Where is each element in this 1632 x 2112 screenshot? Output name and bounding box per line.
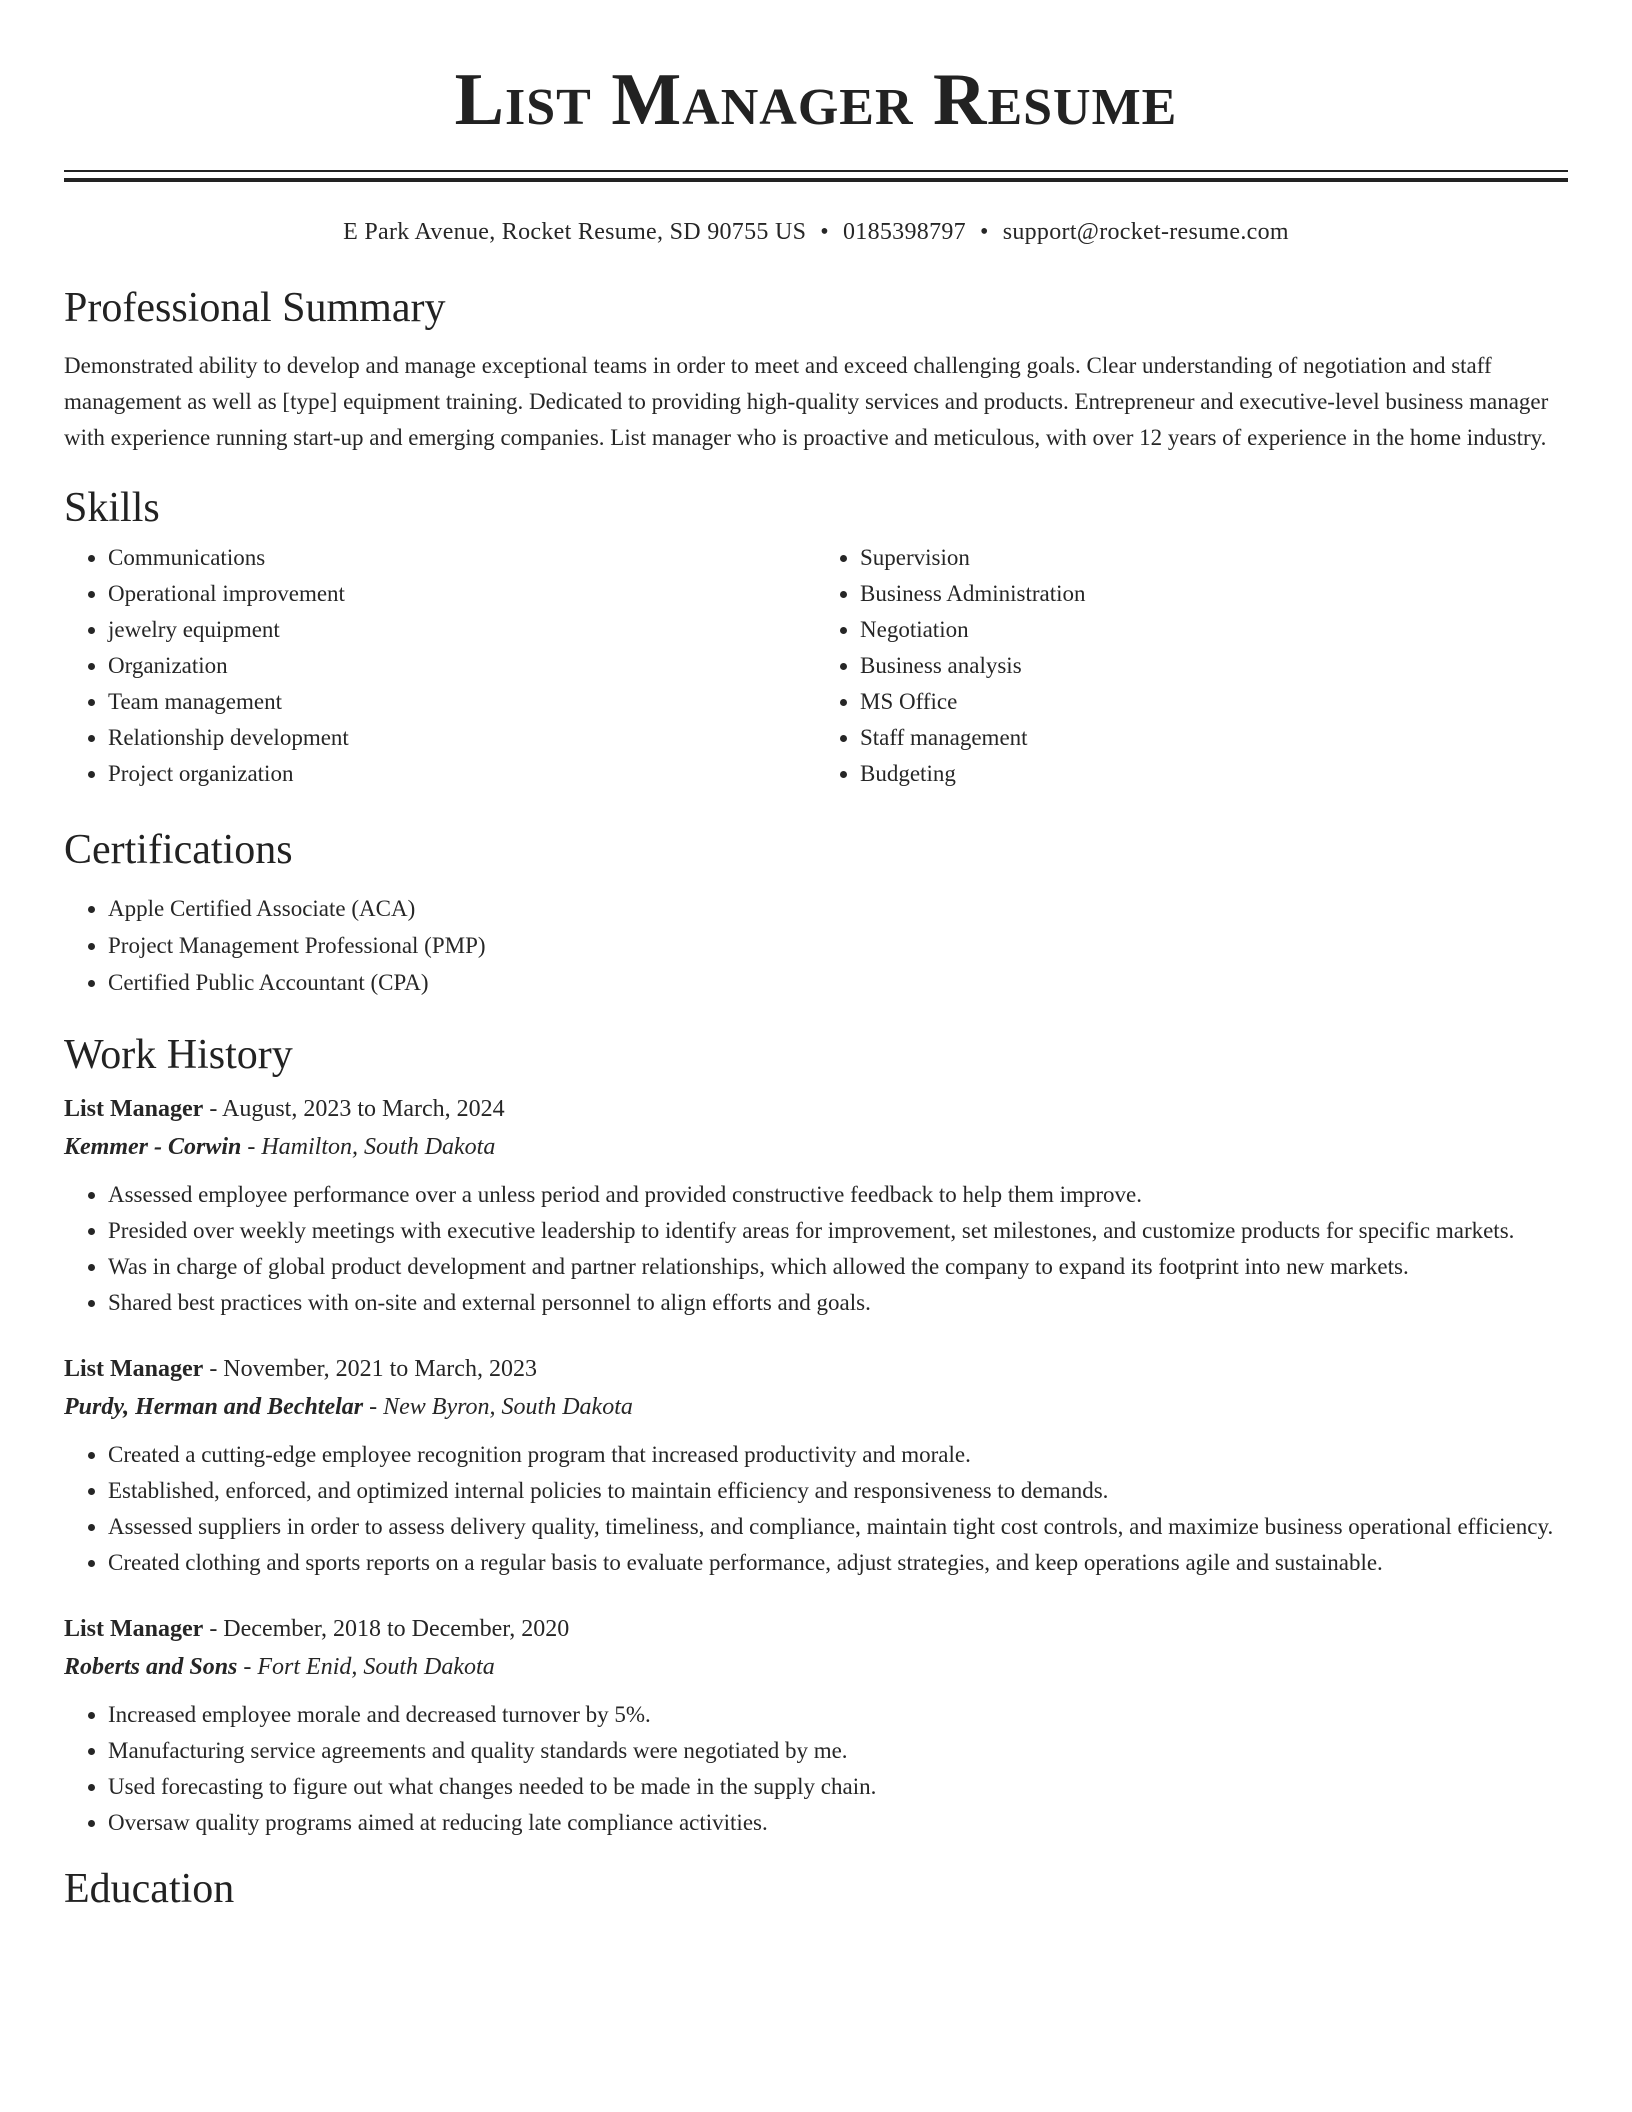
skills-column-left	[64, 540, 816, 792]
job-dates: - November, 2021 to March, 2023	[203, 1356, 537, 1382]
job-bullet: • Created a cutting-edge employee recognition program that increased productivity and morale.	[108, 1437, 1568, 1473]
job-bullet: • Established, enforced, and optimized internal policies to maintain efficiency and responsiveness to demands.	[108, 1473, 1568, 1509]
job-bullets	[64, 1177, 1568, 1321]
resume-title: List Manager Resume	[454, 59, 1178, 141]
skill-item: • Relationship development	[108, 720, 816, 756]
skills-section	[64, 482, 1568, 792]
skill-item: • Project organization	[108, 756, 816, 792]
job-bullet: • Shared best practices with on-site and external personnel to align efforts and goals.	[108, 1285, 1568, 1321]
contact-separator: •	[820, 219, 829, 245]
title-divider-thick	[64, 178, 1568, 182]
skill-item: • MS Office	[860, 684, 1568, 720]
job-company-line	[64, 1387, 1568, 1427]
skill-item: • Team management	[108, 684, 816, 720]
job-dates: - December, 2018 to December, 2020	[203, 1616, 570, 1642]
skills-heading: Skills	[64, 485, 160, 531]
job-company-line	[64, 1127, 1568, 1167]
title-divider-thin	[64, 170, 1568, 172]
skill-item: • Business Administration	[860, 576, 1568, 612]
certifications-list	[64, 890, 1568, 1001]
job-dates: - August, 2023 to March, 2024	[203, 1096, 505, 1122]
contact-phone: 0185398797	[842, 219, 966, 245]
job-company-line	[64, 1647, 1568, 1687]
summary-section	[64, 282, 1568, 456]
certification-item: • Project Management Professional (PMP)	[108, 927, 1568, 964]
job-bullet: • Was in charge of global product development and partner relationships, which allowed the company to expand its footprint into new markets.	[108, 1249, 1568, 1285]
skills-list-left	[64, 540, 816, 792]
certifications-section	[64, 824, 1568, 1001]
job-company: Roberts and Sons	[64, 1654, 238, 1680]
job-company: Purdy, Herman and Bechtelar	[64, 1394, 364, 1420]
job-role: List Manager	[64, 1096, 204, 1122]
job-location: - Hamilton, South Dakota	[241, 1134, 496, 1160]
contact-separator: •	[979, 219, 989, 245]
contact-email: support@rocket-resume.com	[1002, 219, 1289, 245]
job-role: List Manager	[64, 1356, 204, 1382]
job-title-line	[64, 1091, 1568, 1127]
job-bullets	[64, 1697, 1568, 1841]
skill-item: • Supervision	[860, 540, 1568, 576]
job-bullet: • Used forecasting to figure out what changes needed to be made in the supply chain.	[108, 1769, 1568, 1805]
skill-item: • jewelry equipment	[108, 612, 816, 648]
job-title-line	[64, 1611, 1568, 1647]
education-heading: Education	[64, 1866, 235, 1912]
job-bullets	[64, 1437, 1568, 1581]
skill-item: • Budgeting	[860, 756, 1568, 792]
job-entry	[64, 1611, 1568, 1841]
job-bullet: • Assessed suppliers in order to assess delivery quality, timeliness, and compliance, maintain tight cost controls, and maximize business operational efficiency.	[108, 1509, 1568, 1545]
job-title-line	[64, 1351, 1568, 1387]
job-bullet: • Manufacturing service agreements and quality standards were negotiated by me.	[108, 1733, 1568, 1769]
job-location: - Fort Enid, South Dakota	[237, 1654, 495, 1680]
certification-item: • Certified Public Accountant (CPA)	[108, 964, 1568, 1001]
job-bullet: • Created clothing and sports reports on a regular basis to evaluate performance, adjust strategies, and keep operations agile and sustainable.	[108, 1545, 1568, 1581]
summary-heading: Professional Summary	[64, 285, 446, 331]
skill-item: • Communications	[108, 540, 816, 576]
job-role: List Manager	[64, 1616, 204, 1642]
work-history-heading: Work History	[64, 1032, 293, 1078]
skill-item: • Staff management	[860, 720, 1568, 756]
job-location: - New Byron, South Dakota	[363, 1394, 633, 1420]
job-bullet: • Increased employee morale and decreased turnover by 5%.	[108, 1697, 1568, 1733]
certification-item: • Apple Certified Associate (ACA)	[108, 890, 1568, 927]
skill-item: • Negotiation	[860, 612, 1568, 648]
work-history-section	[64, 1029, 1568, 1841]
certifications-heading: Certifications	[64, 827, 293, 873]
skills-columns	[64, 540, 1568, 792]
job-entry	[64, 1351, 1568, 1581]
contact-address: E Park Avenue, Rocket Resume, SD 90755 US	[343, 219, 807, 245]
summary-text: Demonstrated ability to develop and manage exceptional teams in order to meet and exceed challenging goals. Clear understanding of negotiation and staff management as well as [type] equipment training. Dedicated to providing high-quality services and products. Entrepreneur and executive-level business manager with experience running start-up and emerging companies. List manager who is proactive and meticulous, with over 12 years of experience in the home industry.	[64, 353, 1549, 450]
job-entry	[64, 1091, 1568, 1321]
job-bullet: • Assessed employee performance over a unless period and provided constructive feedback to help them improve.	[108, 1177, 1568, 1213]
education-section	[64, 1863, 1568, 1915]
skills-list-right	[816, 540, 1568, 792]
contact-line	[64, 216, 1568, 248]
skill-item: • Organization	[108, 648, 816, 684]
skills-column-right	[816, 540, 1568, 792]
job-bullet: • Presided over weekly meetings with executive leadership to identify areas for improvement, set milestones, and customize products for specific markets.	[108, 1213, 1568, 1249]
job-company: Kemmer - Corwin	[64, 1134, 242, 1160]
job-bullet: • Oversaw quality programs aimed at reducing late compliance activities.	[108, 1805, 1568, 1841]
skill-item: • Business analysis	[860, 648, 1568, 684]
skill-item: • Operational improvement	[108, 576, 816, 612]
